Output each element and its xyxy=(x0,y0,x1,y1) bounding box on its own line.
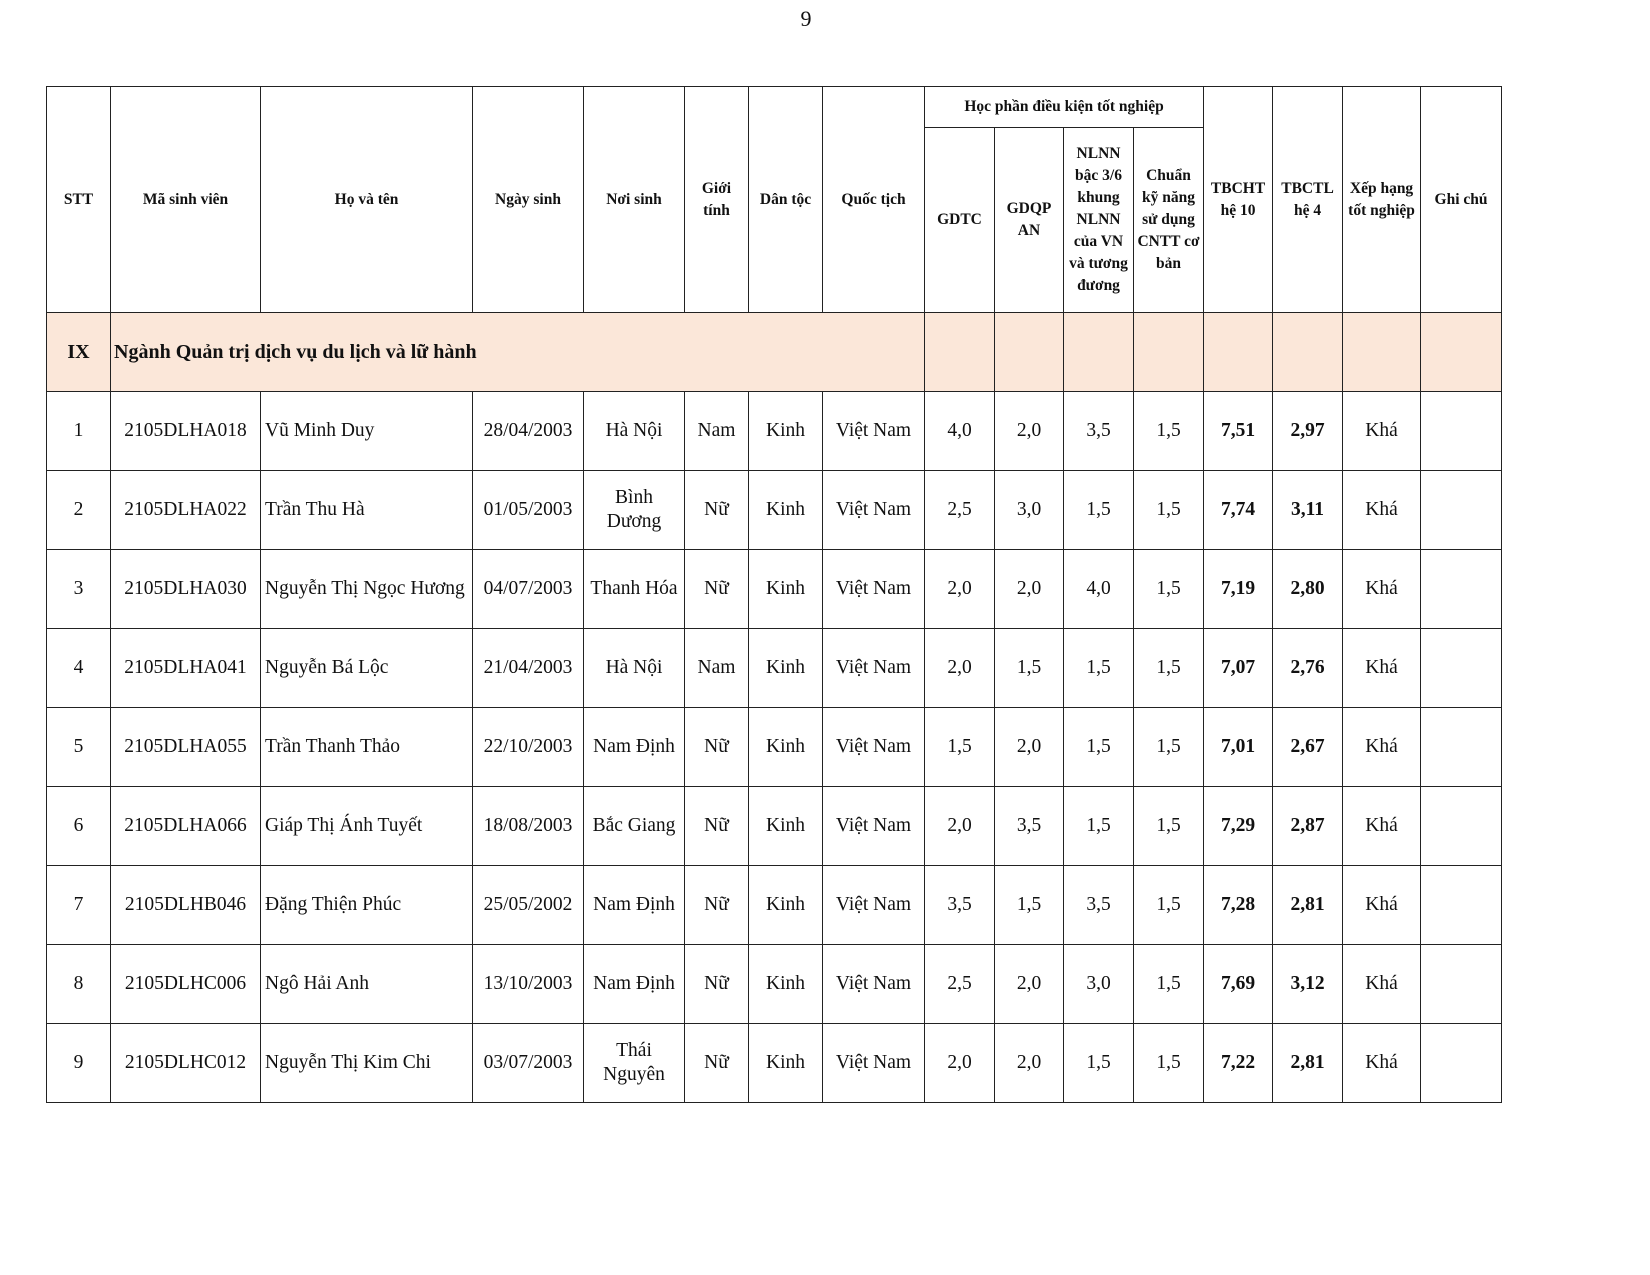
cell-birthplace: Hà Nội xyxy=(584,629,685,708)
cell-nlnn: 1,5 xyxy=(1064,708,1134,787)
cell-student-id: 2105DLHA030 xyxy=(111,550,261,629)
cell-gender: Nam xyxy=(685,629,749,708)
cell-rank: Khá xyxy=(1343,866,1421,945)
header-graduation-conditions: Học phần điều kiện tốt nghiệp xyxy=(925,87,1204,128)
header-student-id: Mã sinh viên xyxy=(111,87,261,313)
cell-birthplace: Hà Nội xyxy=(584,392,685,471)
cell-stt: 3 xyxy=(47,550,111,629)
cell-birthplace: Bình Dương xyxy=(584,471,685,550)
section-empty-cell xyxy=(1204,313,1273,392)
header-birthplace: Nơi sinh xyxy=(584,87,685,313)
header-tbcht: TBCHT hệ 10 xyxy=(1204,87,1273,313)
cell-gdtc: 2,0 xyxy=(925,550,995,629)
cell-ethnicity: Kinh xyxy=(749,392,823,471)
cell-note xyxy=(1421,629,1502,708)
cell-student-id: 2105DLHA066 xyxy=(111,787,261,866)
table-row xyxy=(47,1024,1502,1103)
cell-note xyxy=(1421,550,1502,629)
cell-stt: 2 xyxy=(47,471,111,550)
cell-gdqp: 2,0 xyxy=(995,392,1064,471)
cell-gender: Nữ xyxy=(685,945,749,1024)
cell-cntt: 1,5 xyxy=(1134,708,1204,787)
cell-tbcht: 7,51 xyxy=(1204,392,1273,471)
cell-gdtc: 4,0 xyxy=(925,392,995,471)
cell-birthplace: Bắc Giang xyxy=(584,787,685,866)
cell-student-id: 2105DLHA055 xyxy=(111,708,261,787)
header-nlnn: NLNN bậc 3/6 khung NLNN của VN và tương đương xyxy=(1064,128,1134,313)
header-nationality: Quốc tịch xyxy=(823,87,925,313)
cell-tbcht: 7,74 xyxy=(1204,471,1273,550)
section-empty-cell xyxy=(1064,313,1134,392)
cell-student-id: 2105DLHA041 xyxy=(111,629,261,708)
header-cntt: Chuẩn kỹ năng sử dụng CNTT cơ bản xyxy=(1134,128,1204,313)
cell-student-id: 2105DLHC012 xyxy=(111,1024,261,1103)
cell-nlnn: 3,5 xyxy=(1064,392,1134,471)
header-ethnicity: Dân tộc xyxy=(749,87,823,313)
section-empty-cell xyxy=(995,313,1064,392)
section-row xyxy=(47,313,1502,392)
cell-nlnn: 4,0 xyxy=(1064,550,1134,629)
header-gdqp: GDQP AN xyxy=(995,128,1064,313)
header-stt: STT xyxy=(47,87,111,313)
page-number: 9 xyxy=(800,6,812,31)
cell-gdtc: 2,0 xyxy=(925,787,995,866)
cell-dob: 04/07/2003 xyxy=(473,550,584,629)
cell-dob: 28/04/2003 xyxy=(473,392,584,471)
cell-nationality: Việt Nam xyxy=(823,866,925,945)
cell-nlnn: 3,0 xyxy=(1064,945,1134,1024)
cell-note xyxy=(1421,945,1502,1024)
cell-nationality: Việt Nam xyxy=(823,550,925,629)
table-row xyxy=(47,945,1502,1024)
cell-gdqp: 3,0 xyxy=(995,471,1064,550)
cell-gdtc: 3,5 xyxy=(925,866,995,945)
table-row xyxy=(47,471,1502,550)
cell-stt: 5 xyxy=(47,708,111,787)
table-row xyxy=(47,787,1502,866)
cell-rank: Khá xyxy=(1343,392,1421,471)
header-gdtc: GDTC xyxy=(925,128,995,313)
cell-rank: Khá xyxy=(1343,550,1421,629)
cell-gdtc: 2,0 xyxy=(925,1024,995,1103)
graduation-table xyxy=(46,86,1502,1103)
cell-tbctl: 2,81 xyxy=(1273,1024,1343,1103)
cell-gender: Nam xyxy=(685,392,749,471)
cell-gdqp: 2,0 xyxy=(995,945,1064,1024)
cell-full-name: Giáp Thị Ánh Tuyết xyxy=(261,787,473,866)
table-row xyxy=(47,550,1502,629)
cell-nationality: Việt Nam xyxy=(823,1024,925,1103)
cell-nlnn: 1,5 xyxy=(1064,1024,1134,1103)
cell-full-name: Nguyễn Bá Lộc xyxy=(261,629,473,708)
cell-tbcht: 7,69 xyxy=(1204,945,1273,1024)
cell-nlnn: 1,5 xyxy=(1064,471,1134,550)
cell-dob: 01/05/2003 xyxy=(473,471,584,550)
cell-tbcht: 7,19 xyxy=(1204,550,1273,629)
cell-note xyxy=(1421,392,1502,471)
header-dob: Ngày sinh xyxy=(473,87,584,313)
section-empty-cell xyxy=(1343,313,1421,392)
cell-gender: Nữ xyxy=(685,471,749,550)
cell-cntt: 1,5 xyxy=(1134,629,1204,708)
section-code: IX xyxy=(47,313,111,392)
cell-tbcht: 7,07 xyxy=(1204,629,1273,708)
cell-birthplace: Nam Định xyxy=(584,866,685,945)
table-header xyxy=(47,87,1502,313)
table-row xyxy=(47,392,1502,471)
section-empty-cell xyxy=(1421,313,1502,392)
cell-ethnicity: Kinh xyxy=(749,550,823,629)
header-note: Ghi chú xyxy=(1421,87,1502,313)
cell-student-id: 2105DLHA018 xyxy=(111,392,261,471)
cell-rank: Khá xyxy=(1343,629,1421,708)
cell-note xyxy=(1421,471,1502,550)
cell-tbctl: 2,76 xyxy=(1273,629,1343,708)
cell-full-name: Vũ Minh Duy xyxy=(261,392,473,471)
cell-full-name: Nguyễn Thị Ngọc Hương xyxy=(261,550,473,629)
cell-ethnicity: Kinh xyxy=(749,945,823,1024)
cell-dob: 25/05/2002 xyxy=(473,866,584,945)
cell-dob: 22/10/2003 xyxy=(473,708,584,787)
cell-gender: Nữ xyxy=(685,866,749,945)
header-tbctl: TBCTL hệ 4 xyxy=(1273,87,1343,313)
cell-cntt: 1,5 xyxy=(1134,787,1204,866)
cell-dob: 18/08/2003 xyxy=(473,787,584,866)
cell-cntt: 1,5 xyxy=(1134,392,1204,471)
cell-note xyxy=(1421,787,1502,866)
cell-nationality: Việt Nam xyxy=(823,629,925,708)
table-row xyxy=(47,629,1502,708)
cell-dob: 21/04/2003 xyxy=(473,629,584,708)
cell-tbctl: 2,87 xyxy=(1273,787,1343,866)
cell-cntt: 1,5 xyxy=(1134,866,1204,945)
cell-tbcht: 7,01 xyxy=(1204,708,1273,787)
cell-gender: Nữ xyxy=(685,708,749,787)
cell-gender: Nữ xyxy=(685,550,749,629)
cell-cntt: 1,5 xyxy=(1134,945,1204,1024)
cell-gender: Nữ xyxy=(685,787,749,866)
cell-full-name: Trần Thanh Thảo xyxy=(261,708,473,787)
cell-gdqp: 1,5 xyxy=(995,629,1064,708)
cell-full-name: Ngô Hải Anh xyxy=(261,945,473,1024)
cell-tbctl: 3,12 xyxy=(1273,945,1343,1024)
cell-birthplace: Nam Định xyxy=(584,945,685,1024)
cell-tbctl: 2,97 xyxy=(1273,392,1343,471)
cell-gender: Nữ xyxy=(685,1024,749,1103)
cell-gdqp: 3,5 xyxy=(995,787,1064,866)
cell-stt: 4 xyxy=(47,629,111,708)
header-full-name: Họ và tên xyxy=(261,87,473,313)
cell-note xyxy=(1421,866,1502,945)
cell-ethnicity: Kinh xyxy=(749,629,823,708)
cell-ethnicity: Kinh xyxy=(749,471,823,550)
cell-gdtc: 2,5 xyxy=(925,945,995,1024)
cell-tbcht: 7,29 xyxy=(1204,787,1273,866)
cell-nationality: Việt Nam xyxy=(823,945,925,1024)
cell-dob: 13/10/2003 xyxy=(473,945,584,1024)
cell-tbctl: 2,81 xyxy=(1273,866,1343,945)
cell-cntt: 1,5 xyxy=(1134,471,1204,550)
cell-rank: Khá xyxy=(1343,708,1421,787)
cell-rank: Khá xyxy=(1343,1024,1421,1103)
table-row xyxy=(47,866,1502,945)
cell-ethnicity: Kinh xyxy=(749,1024,823,1103)
cell-student-id: 2105DLHB046 xyxy=(111,866,261,945)
cell-nlnn: 1,5 xyxy=(1064,787,1134,866)
cell-cntt: 1,5 xyxy=(1134,1024,1204,1103)
section-empty-cell xyxy=(925,313,995,392)
cell-nationality: Việt Nam xyxy=(823,787,925,866)
table-body xyxy=(47,313,1502,1103)
cell-birthplace: Thái Nguyên xyxy=(584,1024,685,1103)
cell-stt: 9 xyxy=(47,1024,111,1103)
cell-stt: 6 xyxy=(47,787,111,866)
cell-tbctl: 3,11 xyxy=(1273,471,1343,550)
cell-tbcht: 7,28 xyxy=(1204,866,1273,945)
cell-nationality: Việt Nam xyxy=(823,392,925,471)
cell-note xyxy=(1421,1024,1502,1103)
cell-nationality: Việt Nam xyxy=(823,471,925,550)
cell-gdqp: 1,5 xyxy=(995,866,1064,945)
cell-gdtc: 2,0 xyxy=(925,629,995,708)
section-empty-cell xyxy=(1273,313,1343,392)
cell-gdqp: 2,0 xyxy=(995,1024,1064,1103)
cell-stt: 1 xyxy=(47,392,111,471)
cell-student-id: 2105DLHC006 xyxy=(111,945,261,1024)
table-row xyxy=(47,708,1502,787)
cell-cntt: 1,5 xyxy=(1134,550,1204,629)
cell-tbctl: 2,67 xyxy=(1273,708,1343,787)
cell-rank: Khá xyxy=(1343,787,1421,866)
header-rank: Xếp hạng tốt nghiệp xyxy=(1343,87,1421,313)
cell-gdtc: 2,5 xyxy=(925,471,995,550)
cell-nationality: Việt Nam xyxy=(823,708,925,787)
cell-nlnn: 3,5 xyxy=(1064,866,1134,945)
cell-tbcht: 7,22 xyxy=(1204,1024,1273,1103)
cell-note xyxy=(1421,708,1502,787)
cell-stt: 8 xyxy=(47,945,111,1024)
cell-tbctl: 2,80 xyxy=(1273,550,1343,629)
cell-gdtc: 1,5 xyxy=(925,708,995,787)
section-title: Ngành Quản trị dịch vụ du lịch và lữ hành xyxy=(111,313,925,392)
cell-stt: 7 xyxy=(47,866,111,945)
cell-ethnicity: Kinh xyxy=(749,787,823,866)
header-gender: Giới tính xyxy=(685,87,749,313)
cell-birthplace: Nam Định xyxy=(584,708,685,787)
cell-gdqp: 2,0 xyxy=(995,550,1064,629)
cell-ethnicity: Kinh xyxy=(749,708,823,787)
cell-rank: Khá xyxy=(1343,471,1421,550)
cell-full-name: Nguyễn Thị Kim Chi xyxy=(261,1024,473,1103)
cell-full-name: Đặng Thiện Phúc xyxy=(261,866,473,945)
cell-nlnn: 1,5 xyxy=(1064,629,1134,708)
cell-dob: 03/07/2003 xyxy=(473,1024,584,1103)
cell-full-name: Trần Thu Hà xyxy=(261,471,473,550)
cell-birthplace: Thanh Hóa xyxy=(584,550,685,629)
cell-gdqp: 2,0 xyxy=(995,708,1064,787)
section-empty-cell xyxy=(1134,313,1204,392)
cell-ethnicity: Kinh xyxy=(749,866,823,945)
cell-student-id: 2105DLHA022 xyxy=(111,471,261,550)
cell-rank: Khá xyxy=(1343,945,1421,1024)
